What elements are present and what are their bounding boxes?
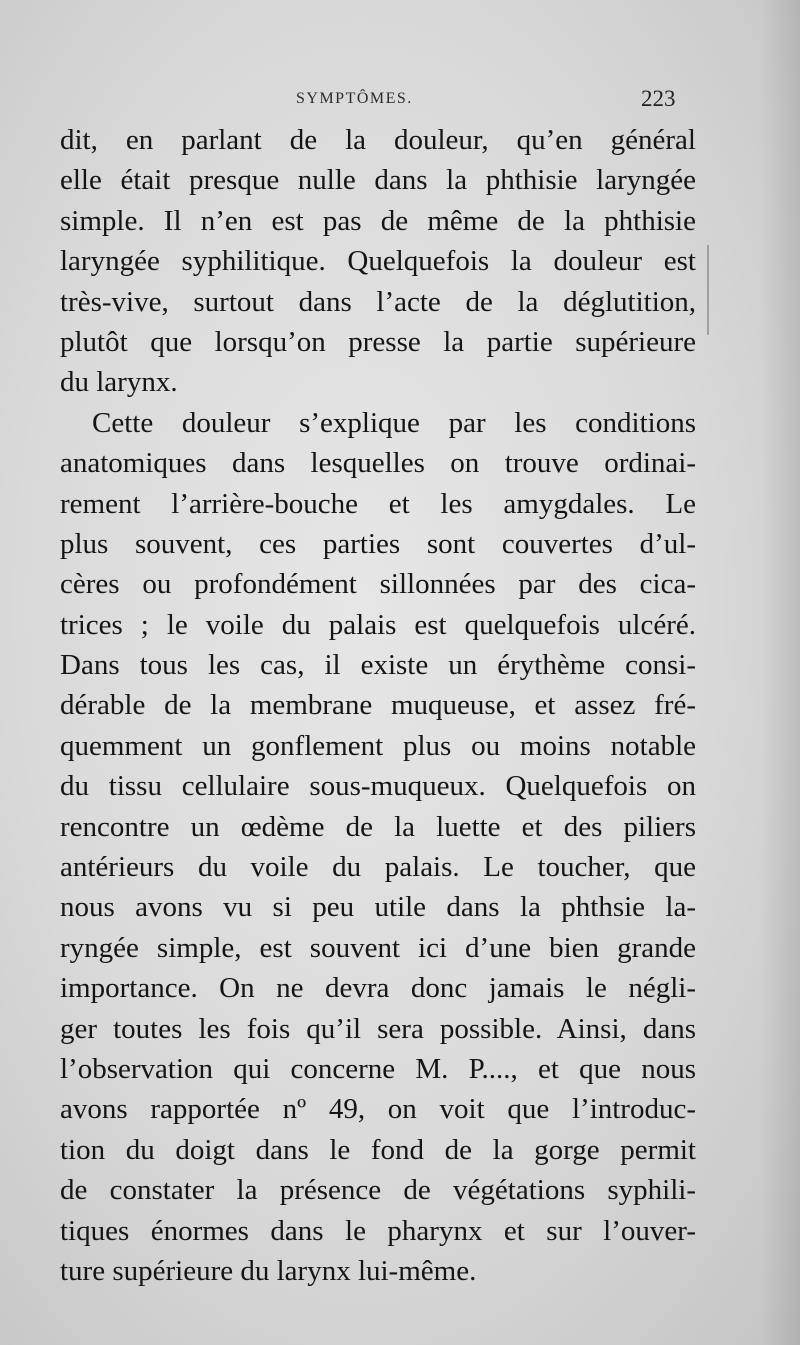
text-line: avons rapportée nº 49, on voit que l’introduc- <box>60 1093 696 1126</box>
running-head: SYMPTÔMES. <box>296 90 413 107</box>
text-line: laryngée syphilitique. Quelquefois la douleur est <box>60 245 696 278</box>
text-line: rencontre un œdème de la luette et des piliers <box>60 810 696 843</box>
text-line: trices ; le voile du palais est quelquefois ulcéré. <box>60 608 696 641</box>
page-header <box>0 86 800 116</box>
text-line: rement l’arrière-bouche et les amygdales. Le <box>60 487 696 520</box>
text-line: de constater la présence de végétations syphili- <box>60 1174 696 1207</box>
text-line: anatomiques dans lesquelles on trouve ordinai- <box>60 447 696 480</box>
text-line: Cette douleur s’explique par les conditions <box>92 406 696 439</box>
text-line: l’observation qui concerne M. P...., et que nous <box>60 1052 696 1085</box>
text-line: importance. On ne devra donc jamais le négli- <box>60 972 696 1005</box>
text-line: plus souvent, ces parties sont couvertes d’ul- <box>60 527 696 560</box>
text-line: nous avons vu si peu utile dans la phthsie la- <box>60 891 696 924</box>
text-line: très-vive, surtout dans l’acte de la déglutition, <box>60 285 696 318</box>
paragraph-2 <box>60 403 696 1292</box>
margin-mark <box>707 245 709 335</box>
text-line: tiques énormes dans le pharynx et sur l’ouver- <box>60 1214 696 1247</box>
text-line: cères ou profondément sillonnées par des cica- <box>60 568 696 601</box>
paragraph-1 <box>60 120 696 403</box>
text-line: elle était presque nulle dans la phthisie laryngée <box>60 164 696 197</box>
text-line: ger toutes les fois qu’il sera possible. Ainsi, dans <box>60 1012 696 1045</box>
text-line: dérable de la membrane muqueuse, et assez fré- <box>60 689 696 722</box>
text-line: dit, en parlant de la douleur, qu’en général <box>60 124 696 156</box>
text-line: quemment un gonflement plus ou moins notable <box>60 729 696 762</box>
text-line: Dans tous les cas, il existe un érythème consi- <box>60 649 696 682</box>
text-line: du larynx. <box>60 366 178 399</box>
body-text <box>60 120 696 1291</box>
text-line: du tissu cellulaire sous-muqueux. Quelquefois on <box>60 770 696 803</box>
page-number: 223 <box>641 86 676 111</box>
text-line: ture supérieure du larynx lui-même. <box>60 1254 477 1287</box>
text-line: tion du doigt dans le fond de la gorge permit <box>60 1133 696 1166</box>
text-line: simple. Il n’en est pas de même de la phthisie <box>60 204 696 237</box>
text-line: antérieurs du voile du palais. Le toucher, que <box>60 851 696 884</box>
page-edge-shadow <box>760 0 800 1345</box>
text-line: plutôt que lorsqu’on presse la partie supérieure <box>60 325 696 358</box>
text-line: ryngée simple, est souvent ici d’une bien grande <box>60 931 696 964</box>
